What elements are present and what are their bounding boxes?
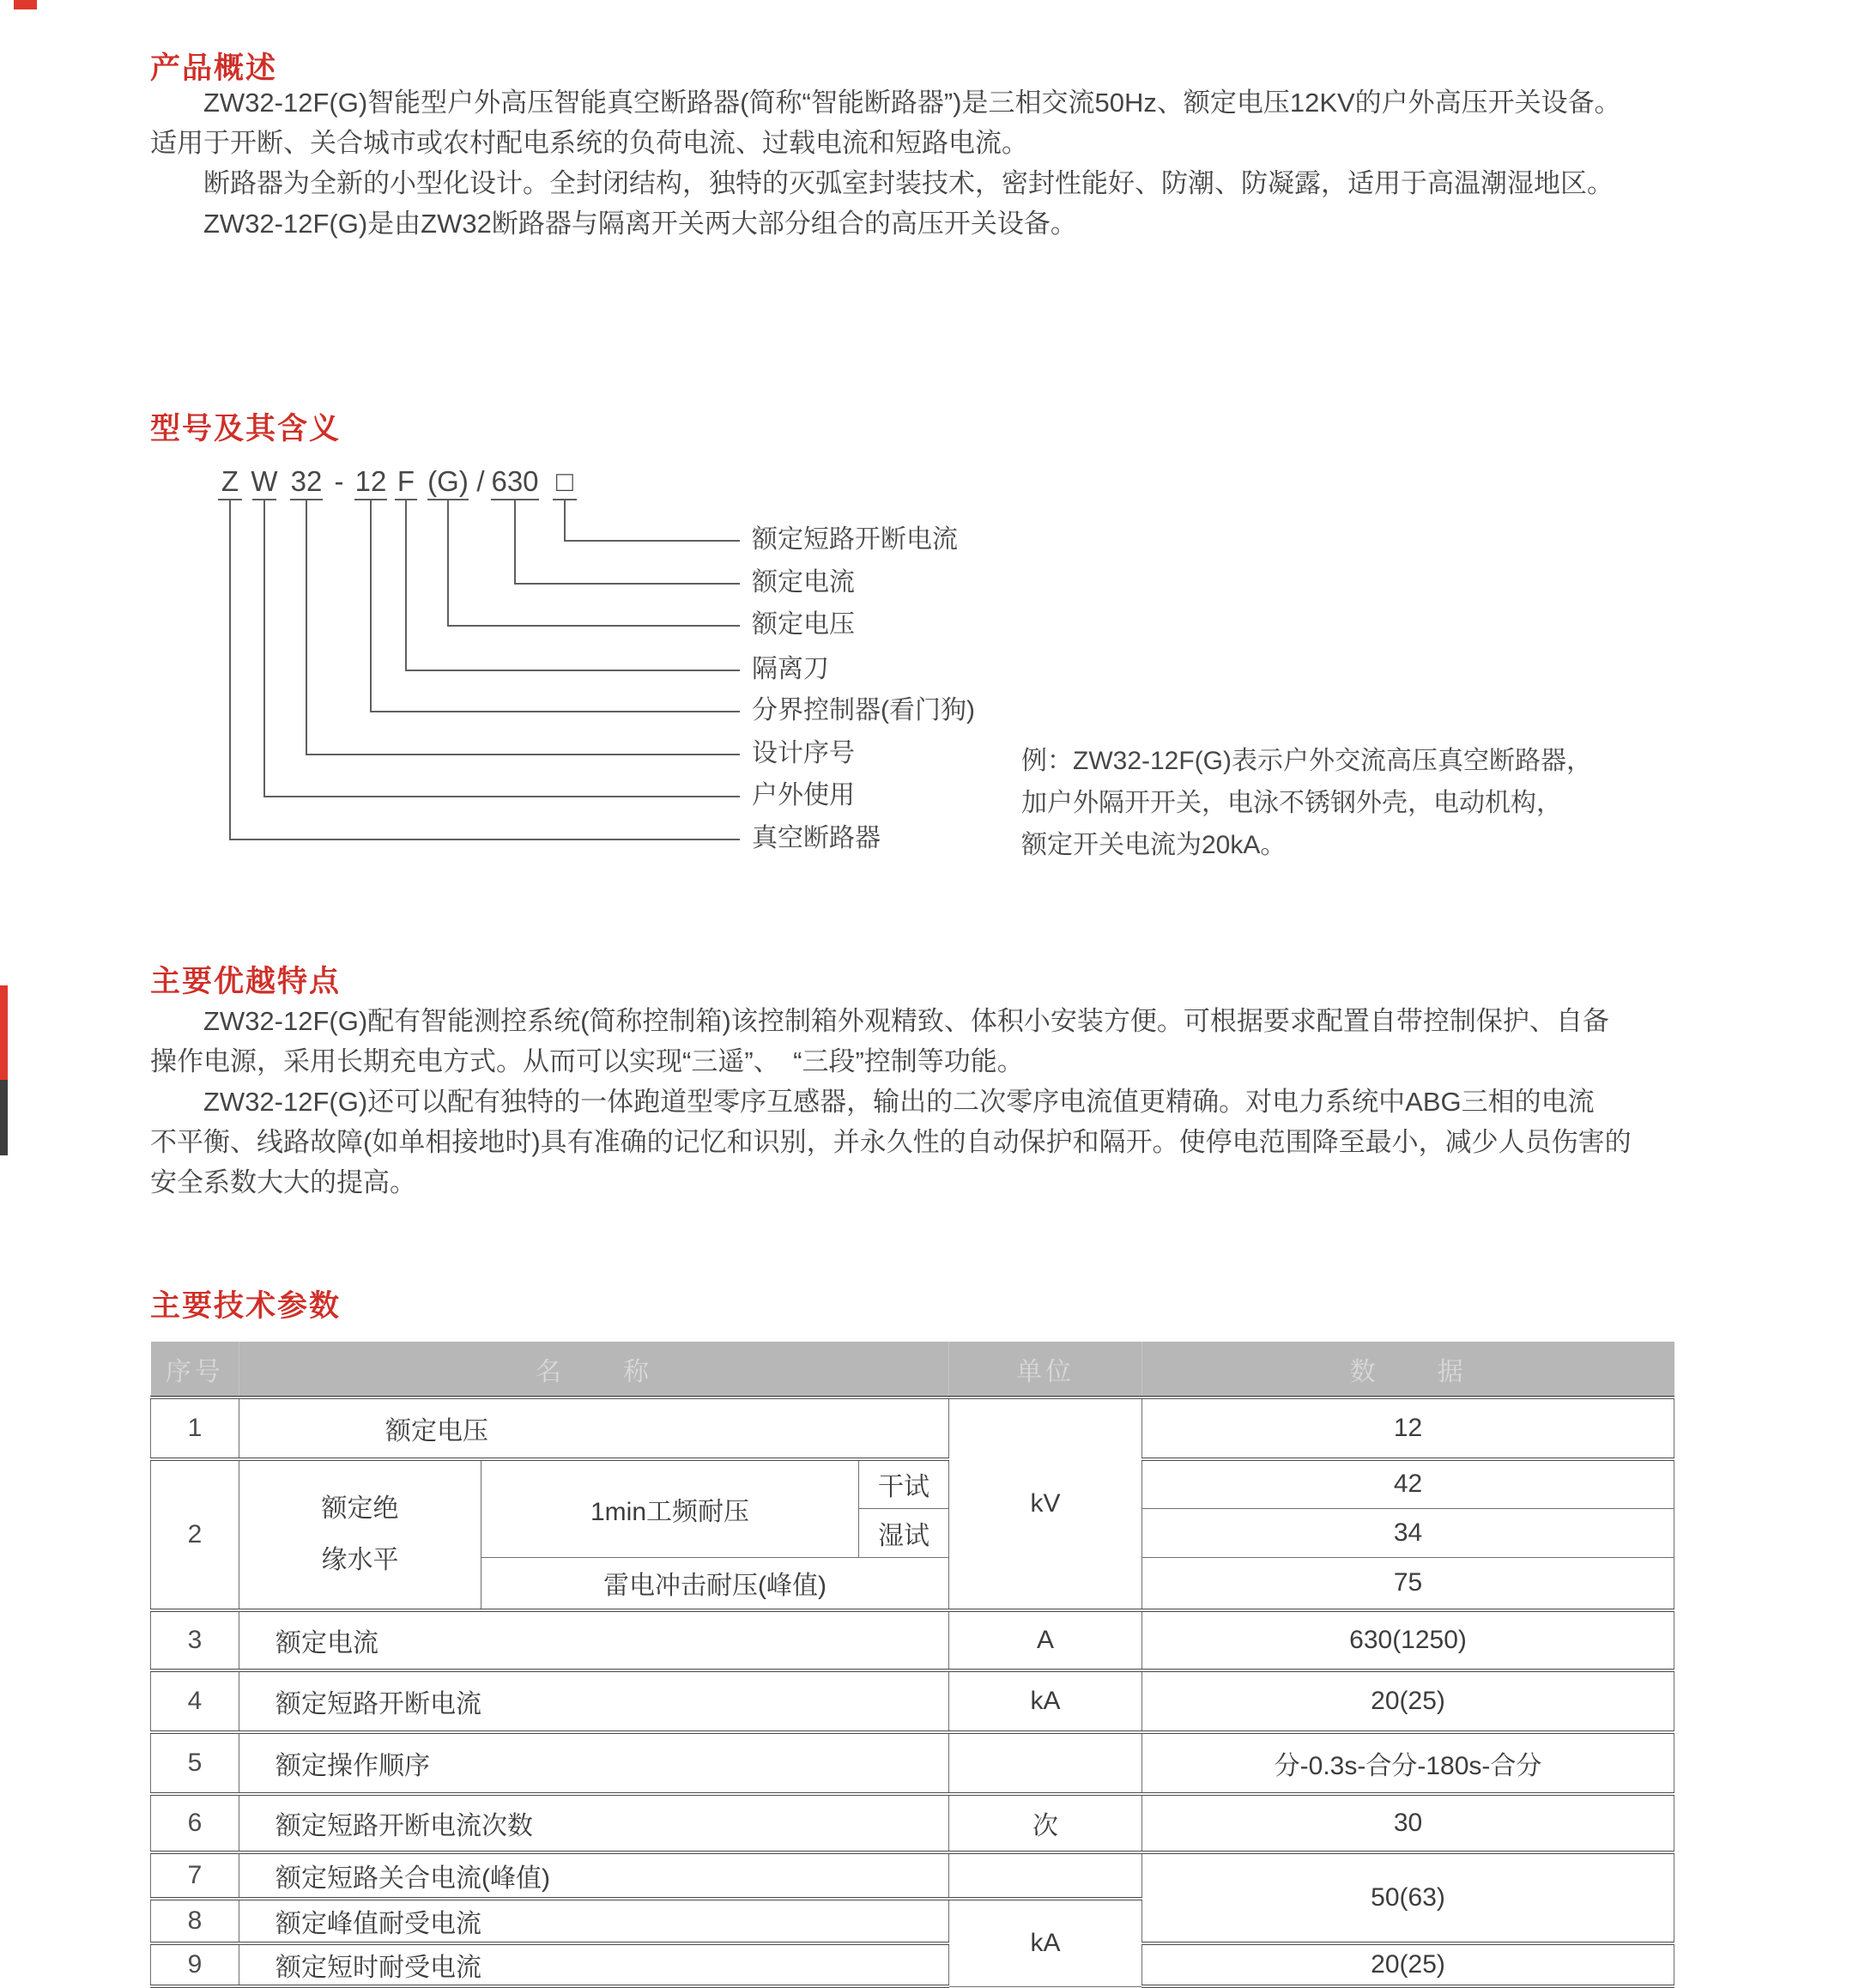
param-unit: A — [949, 1610, 1142, 1670]
param-condition: 干试 — [859, 1459, 949, 1508]
param-subname: 雷电冲击耐压(峰值) — [481, 1557, 949, 1610]
param-value: 630(1250) — [1142, 1610, 1674, 1670]
table-header-name: 名 称 — [239, 1342, 949, 1397]
model-segment-z: Z — [221, 465, 239, 497]
model-segment-630: 630 — [491, 465, 539, 497]
param-unit: kA — [949, 1670, 1142, 1732]
param-name: 额定电压 — [239, 1397, 949, 1459]
features-line: 不平衡、线路故障(如单相接地时)具有准确的记忆和识别，并永久性的自动保护和隔开。使停电范围降至最小，减少人员伤害的 — [150, 1127, 1632, 1157]
param-name: 额定短路关合电流(峰值) — [239, 1852, 949, 1899]
page-edge-red-mark — [0, 985, 8, 1080]
param-value: 12 — [1142, 1397, 1674, 1459]
param-value: 20(25) — [1142, 1943, 1674, 1986]
table-header-unit: 单位 — [949, 1342, 1142, 1397]
param-unit: kV — [949, 1397, 1142, 1610]
overview-heading: 产品概述 — [150, 52, 278, 85]
param-name: 额定操作顺序 — [239, 1732, 949, 1794]
example-line: 加户外隔开开关，电泳不锈钢外壳，电动机构， — [1021, 789, 1562, 817]
param-name-line: 额定绝 — [321, 1494, 399, 1523]
model-meaning-label: 分界控制器(看门狗) — [752, 695, 975, 724]
model-segment-w: W — [251, 465, 278, 497]
row-no: 1 — [151, 1397, 239, 1459]
param-name: 额定短路开断电流次数 — [239, 1794, 949, 1852]
model-segment-12: 12 — [354, 465, 387, 497]
row-no: 5 — [151, 1732, 239, 1794]
model-meaning-label: 真空断路器 — [752, 823, 881, 852]
example-line: 例：ZW32-12F(G)表示户外交流高压真空断路器， — [1021, 747, 1593, 775]
page-corner-red-mark — [14, 0, 37, 9]
overview-line: ZW32-12F(G)是由ZW32断路器与隔离开关两大部分组合的高压开关设备。 — [203, 209, 1077, 239]
model-separator-dash: - — [334, 465, 344, 497]
model-segment-32: 32 — [290, 465, 323, 497]
table-row — [151, 1670, 1674, 1732]
row-no: 2 — [151, 1459, 239, 1610]
param-condition: 湿试 — [859, 1508, 949, 1557]
param-value: 75 — [1142, 1557, 1674, 1610]
param-unit — [949, 1732, 1142, 1794]
param-unit — [949, 1852, 1142, 1899]
model-segment-box: □ — [556, 465, 573, 497]
parameters-table — [150, 1342, 1674, 1988]
overview-line: 断路器为全新的小型化设计。全封闭结构，独特的灭弧室封装技术，密封性能好、防潮、防凝露，适用于高温潮湿地区。 — [203, 168, 1614, 198]
model-meaning-label: 额定短路开断电流 — [752, 524, 958, 554]
param-value: 20(25) — [1142, 1670, 1674, 1732]
example-line: 额定开关电流为20kA。 — [1021, 831, 1287, 859]
param-name: 额定电流 — [239, 1610, 949, 1670]
overview-line: ZW32-12F(G)智能型户外高压智能真空断路器(简称“智能断路器”)是三相交流50Hz、额定电压12KV的户外高压开关设备。 — [203, 88, 1621, 118]
features-line: ZW32-12F(G)配有智能测控系统(简称控制箱)该控制箱外观精致、体积小安装方便。可根据要求配置自带控制保护、自备 — [203, 1006, 1609, 1036]
table-header-data: 数 据 — [1142, 1342, 1674, 1397]
model-example-note — [1021, 740, 1742, 866]
model-meaning-label: 设计序号 — [752, 738, 855, 767]
table-header-row — [151, 1342, 1674, 1397]
row-no: 6 — [151, 1794, 239, 1852]
features-paragraphs — [150, 1001, 1729, 1203]
features-heading: 主要优越特点 — [150, 965, 342, 998]
param-name: 额定短时耐受电流 — [239, 1943, 949, 1986]
param-value: 50(63) — [1142, 1852, 1674, 1943]
model-separator-slash: / — [476, 465, 485, 497]
model-heading: 型号及其含义 — [150, 412, 342, 445]
features-line: ZW32-12F(G)还可以配有独特的一体跑道型零序互感器，输出的二次零序电流值更精确。对电力系统中ABG三相的电流 — [203, 1087, 1595, 1117]
param-name — [239, 1459, 481, 1610]
row-no: 4 — [151, 1670, 239, 1732]
features-line: 操作电源，采用长期充电方式。从而可以实现“三遥”、 “三段”控制等功能。 — [150, 1046, 1024, 1076]
param-name: 额定峰值耐受电流 — [239, 1899, 949, 1943]
param-unit: 次 — [949, 1794, 1142, 1852]
table-row — [151, 1852, 1674, 1899]
row-no: 3 — [151, 1610, 239, 1670]
model-meaning-label: 隔离刀 — [752, 654, 829, 683]
row-no: 7 — [151, 1852, 239, 1899]
page-edge-dark-mark — [0, 1080, 8, 1155]
param-subname: 1min工频耐压 — [481, 1459, 859, 1557]
model-meaning-label: 额定电压 — [752, 609, 855, 639]
param-name: 额定短路开断电流 — [239, 1670, 949, 1732]
table-row — [151, 1943, 1674, 1986]
table-row — [151, 1732, 1674, 1794]
table-row — [151, 1459, 1674, 1508]
model-meaning-label: 额定电流 — [752, 567, 855, 597]
model-segment-g: (G) — [427, 465, 469, 497]
overview-paragraphs — [150, 82, 1729, 244]
param-unit: kA — [949, 1899, 1142, 1986]
row-no: 9 — [151, 1943, 239, 1986]
param-value: 分-0.3s-合分-180s-合分 — [1142, 1732, 1674, 1794]
row-no: 8 — [151, 1899, 239, 1943]
param-value: 34 — [1142, 1508, 1674, 1557]
param-value: 30 — [1142, 1794, 1674, 1852]
table-header-no: 序号 — [151, 1342, 239, 1397]
model-leader-lines — [230, 500, 740, 839]
param-name-line: 缘水平 — [321, 1546, 399, 1574]
model-segment-f: F — [397, 465, 415, 497]
parameters-heading: 主要技术参数 — [150, 1289, 342, 1323]
param-value: 42 — [1142, 1459, 1674, 1508]
table-row — [151, 1794, 1674, 1852]
table-row — [151, 1610, 1674, 1670]
overview-line: 适用于开断、关合城市或农村配电系统的负荷电流、过载电流和短路电流。 — [150, 128, 1028, 158]
table-row — [151, 1397, 1674, 1459]
model-meaning-label: 户外使用 — [752, 780, 855, 809]
features-line: 安全系数大大的提高。 — [150, 1167, 416, 1197]
